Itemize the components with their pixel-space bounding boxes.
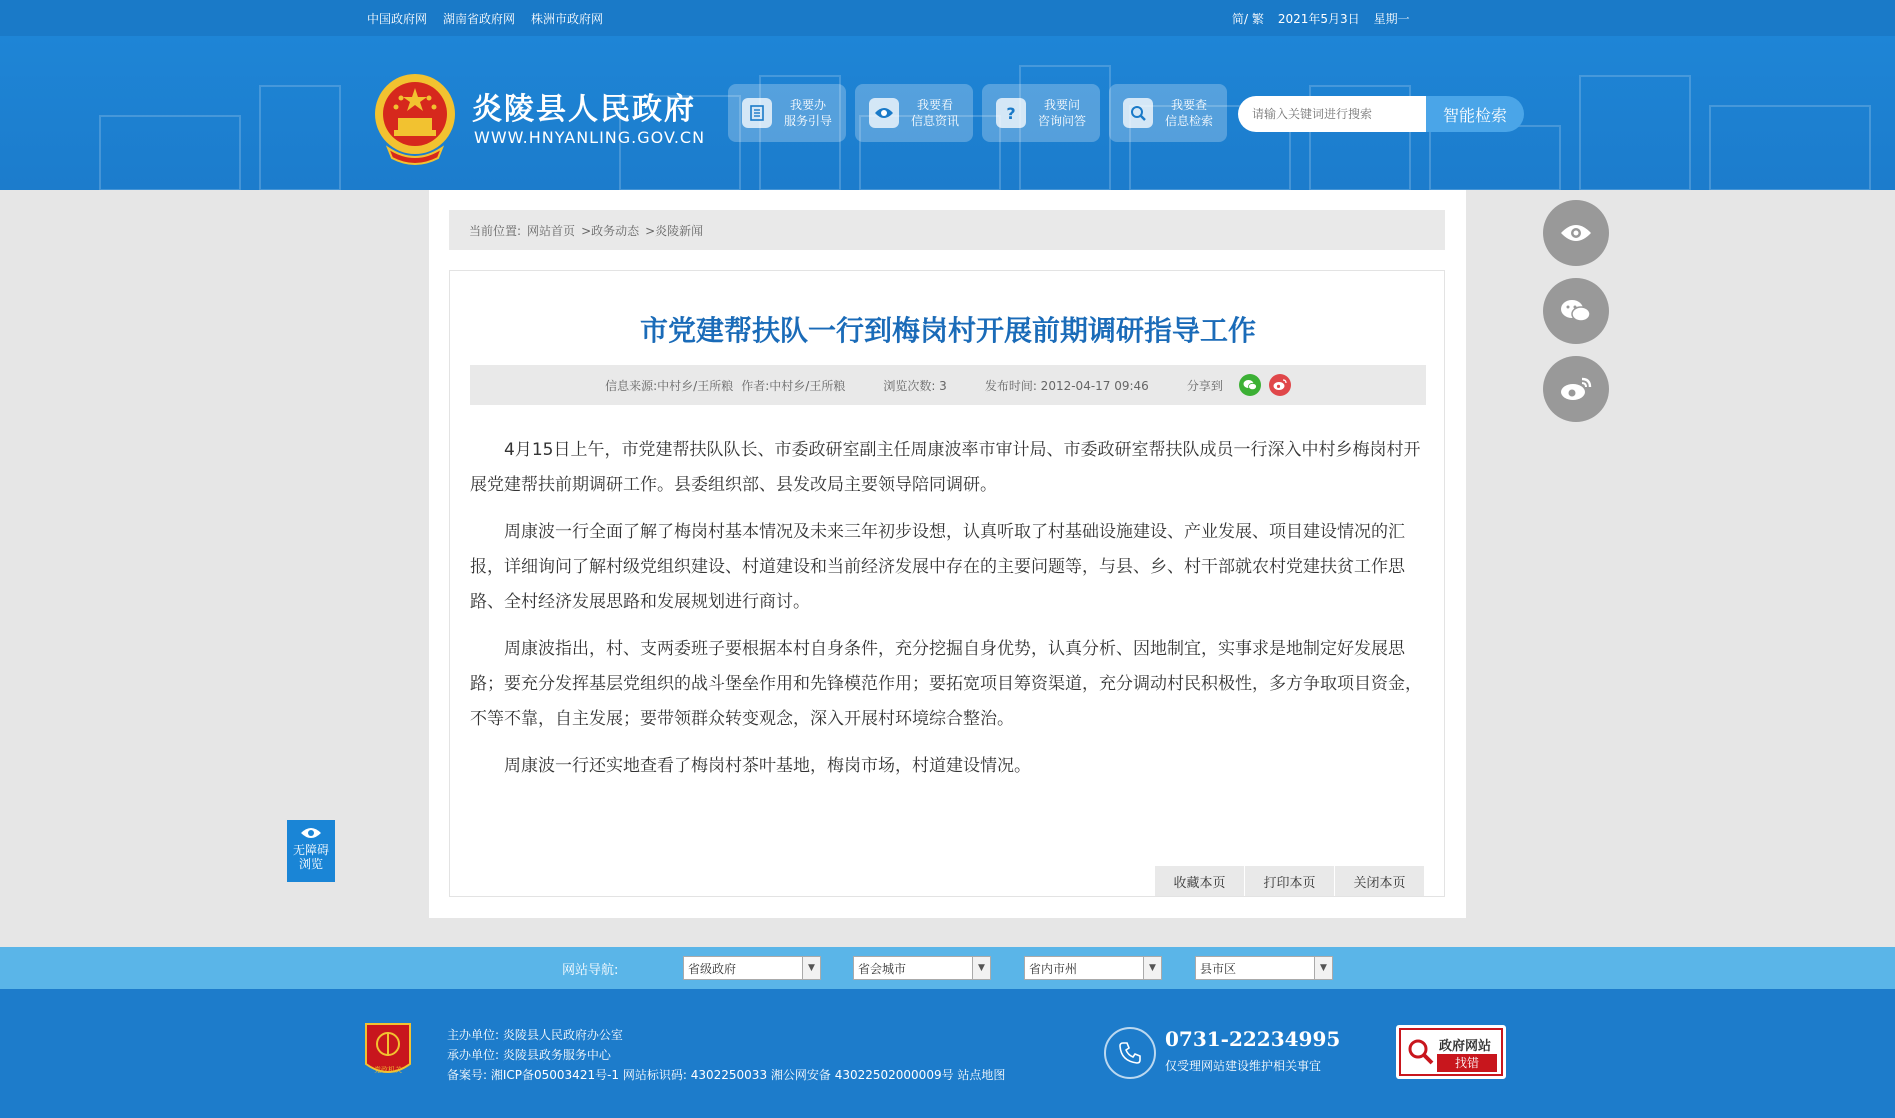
svg-text:党政机关: 党政机关 <box>374 1066 402 1074</box>
link-zhuzhou-gov[interactable]: 株洲市政府网 <box>531 11 604 26</box>
bookmark-button[interactable]: 收藏本页 <box>1154 866 1244 896</box>
chevron-down-icon: ▼ <box>802 957 820 979</box>
site-nav-bar <box>0 947 1895 989</box>
quick-link-line1: 我要办 <box>790 98 827 112</box>
accessibility-button[interactable] <box>287 820 335 882</box>
breadcrumb-gov-news[interactable]: >政务动态 <box>581 223 640 238</box>
meta-published: 发布时间: 2012-04-17 09:46 <box>984 378 1149 393</box>
quick-link-line2: 咨询问答 <box>1038 114 1087 128</box>
quick-link-line1: 我要看 <box>917 98 954 112</box>
article-title: 市党建帮扶队一行到梅岗村开展前期调研指导工作 <box>639 314 1256 347</box>
footer-phone-note: 仅受理网站建设维护相关事宜 <box>1165 1059 1322 1073</box>
current-weekday: 星期一 <box>1373 11 1410 26</box>
top-links <box>367 0 603 36</box>
float-weibo-button[interactable] <box>1543 356 1609 422</box>
chevron-down-icon: ▼ <box>1314 957 1332 979</box>
quick-link-service[interactable] <box>728 84 846 142</box>
quick-link-line2: 服务引导 <box>784 114 833 128</box>
meta-share-label: 分享到 <box>1186 378 1223 393</box>
footer-record: 备案号: 湘ICP备05003421号-1 网站标识码: 4302250033 湘公网安备 43022502000009号 站点地图 <box>447 1068 1006 1082</box>
accessibility-label-1: 无障碍 <box>292 843 329 857</box>
content-container <box>429 190 1466 918</box>
breadcrumb-yanling-news[interactable]: >炎陵新闻 <box>645 223 704 238</box>
footer-organizer: 承办单位: 炎陵县政务服务中心 <box>447 1048 611 1062</box>
quick-link-label <box>1038 97 1086 129</box>
footer-phone: 0731-22234995 <box>1165 1027 1341 1051</box>
quick-link-line1: 我要问 <box>1044 98 1081 112</box>
error-report-title: 政府网站 <box>1439 1039 1492 1054</box>
site-header <box>0 36 1895 190</box>
top-bar <box>0 0 1895 36</box>
current-date: 2021年5月3日 <box>1277 11 1360 26</box>
magnifier-icon <box>1407 1038 1435 1066</box>
footer-info <box>447 1025 1005 1085</box>
site-nav-label: 网站导航: <box>562 963 619 978</box>
link-hunan-gov[interactable]: 湖南省政府网 <box>443 11 516 26</box>
quick-link-line1: 我要查 <box>1171 98 1208 112</box>
chevron-down-icon: ▼ <box>972 957 990 979</box>
meta-source: 信息来源:中村乡/王所粮 <box>605 378 734 393</box>
site-footer <box>0 989 1895 1118</box>
article-paragraph: 4月15日上午，市党建帮扶队队长、市委政研室副主任周康波率市审计局、市委政研室帮扶队成员一行深入中村乡梅岗村开展党建帮扶前期调研工作。县委组织部、县发改局主要领导陪同调研。 <box>470 440 1421 495</box>
site-title[interactable]: 炎陵县人民政府 <box>472 92 696 127</box>
accessibility-label-2: 浏览 <box>298 857 323 871</box>
party-gov-badge-icon[interactable] <box>362 1020 414 1082</box>
select-provincial-gov[interactable] <box>683 956 821 980</box>
phone-icon <box>1104 1027 1156 1079</box>
link-china-gov[interactable]: 中国政府网 <box>367 11 428 26</box>
select-counties[interactable] <box>1195 956 1333 980</box>
wechat-share-icon[interactable] <box>1239 374 1261 396</box>
eye-icon <box>300 826 322 840</box>
print-button[interactable]: 打印本页 <box>1244 866 1334 896</box>
national-emblem-icon <box>368 70 462 168</box>
quick-link-ask[interactable] <box>982 84 1100 142</box>
search-box <box>1238 96 1524 132</box>
article-body <box>470 433 1426 796</box>
breadcrumb-prefix: 当前位置: <box>469 223 522 238</box>
search-icon <box>1123 98 1153 128</box>
article <box>449 270 1445 897</box>
lang-toggle[interactable]: 简/ 繁 <box>1232 11 1264 26</box>
eye-icon <box>869 98 899 128</box>
select-value: 县市区 <box>1200 961 1237 976</box>
select-capital-cities[interactable] <box>853 956 991 980</box>
float-eye-button[interactable] <box>1543 200 1609 266</box>
quick-link-line2: 信息检索 <box>1165 114 1214 128</box>
footer-sponsor: 主办单位: 炎陵县人民政府办公室 <box>447 1028 623 1042</box>
article-paragraph: 周康波指出，村、支两委班子要根据本村自身条件，充分挖掘自身优势，认真分析、因地制宜，实事求是地制定好发展思路；要充分发挥基层党组织的战斗堡垒作用和先锋模范作用；要拓宽项目筹资渠道，充分调动村民积极性，多方争取项目资金，不等不靠，自主发展；要带领群众转变观念，深入开展村环境综合整治。 <box>470 639 1422 729</box>
document-icon <box>742 98 772 128</box>
float-wechat-button[interactable] <box>1543 278 1609 344</box>
close-page-button[interactable]: 关闭本页 <box>1334 866 1424 896</box>
select-value: 省内市州 <box>1029 961 1078 976</box>
wechat-icon <box>1560 298 1592 324</box>
search-input[interactable] <box>1238 96 1428 132</box>
site-domain: WWW.HNYANLING.GOV.CN <box>474 128 706 147</box>
weibo-share-icon[interactable] <box>1269 374 1291 396</box>
article-paragraph: 周康波一行还实地查看了梅岗村茶叶基地，梅岗市场，村道建设情况。 <box>504 756 1031 776</box>
select-province-cities[interactable] <box>1024 956 1162 980</box>
chevron-down-icon: ▼ <box>1143 957 1161 979</box>
quick-link-label <box>784 97 832 129</box>
gov-site-error-report-button[interactable] <box>1396 1025 1506 1079</box>
quick-link-info[interactable] <box>855 84 973 142</box>
question-icon: ? <box>996 98 1026 128</box>
article-meta <box>470 365 1426 405</box>
meta-views: 浏览次数: 3 <box>883 378 947 393</box>
breadcrumb <box>449 210 1445 250</box>
eye-icon <box>1560 223 1592 243</box>
quick-link-line2: 信息资讯 <box>911 114 960 128</box>
article-paragraph: 周康波一行全面了解了梅岗村基本情况及未来三年初步设想，认真听取了村基础设施建设、产业发展、项目建设情况的汇报，详细询问了解村级党组织建设、村道建设和当前经济发展中存在的主要问题等，与县、乡、村干部就农村党建扶贫工作思路、全村经济发展思路和发展规划进行商讨。 <box>470 522 1405 612</box>
top-right <box>1232 0 1410 36</box>
breadcrumb-home[interactable]: 网站首页 <box>527 223 576 238</box>
article-actions <box>1154 866 1424 896</box>
meta-author: 作者:中村乡/王所粮 <box>741 378 846 393</box>
quick-link-search[interactable] <box>1109 84 1227 142</box>
quick-link-label <box>911 97 959 129</box>
weibo-icon <box>1560 376 1592 402</box>
search-button[interactable]: 智能检索 <box>1426 96 1524 132</box>
error-report-action: 找错 <box>1437 1054 1497 1072</box>
error-report-frame <box>1399 1028 1503 1076</box>
quick-link-label <box>1165 97 1213 129</box>
select-value: 省级政府 <box>688 961 737 976</box>
select-value: 省会城市 <box>858 961 907 976</box>
